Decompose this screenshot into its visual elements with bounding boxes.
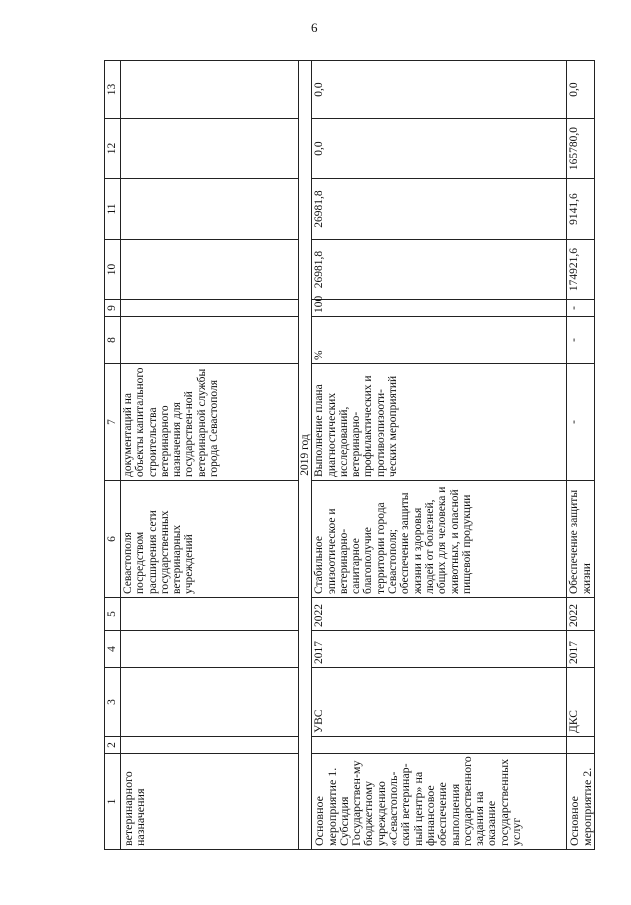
column-number: 4 [105,631,121,668]
start-year-cell: 2017 [567,631,595,668]
total-funding-cell [121,240,299,300]
funding-cell: 0,0 [312,119,567,179]
table-row [121,61,299,850]
column-number: 7 [105,364,121,481]
responsible-cell: УВС [312,668,567,737]
table-row [312,61,567,850]
indicator-cell: документаций на объекты капитального строительства ветеринарного назначения для государствен-ной ветеринарной службы города Севастополя [121,364,299,481]
column-number: 5 [105,598,121,631]
total-funding-cell: 26981,8 [312,240,567,300]
funding-cell [121,179,299,240]
indicator-cell: Выполнение плана диагностических исследований, ветеринарно-профилактических и противоэпизооти-ческих мероприятий [312,364,567,481]
program-table [104,60,595,850]
column-number: 2 [105,737,121,754]
expected-result-cell: Севастополя посредством расширения сети государственных ветеринарных учреждений [121,481,299,598]
indicator-cell: - [567,364,595,481]
column-number: 8 [105,317,121,364]
expected-result-cell: Обеспечение защиты жизни [567,481,595,598]
expected-result-cell: Стабильное эпизоотическое и ветеринарно-санитарное благополучие территории города Севастополя; обеспечение защиты жизни и здоровья людей от болезней, общих для человека и животных, и опасной пищевой продукции [312,481,567,598]
responsible-cell [121,668,299,737]
funding-cell: 165780,0 [567,119,595,179]
unit-cell: - [567,317,595,364]
column-number: 10 [105,240,121,300]
funding-cell [121,119,299,179]
table-cell [567,737,595,754]
rotated-table-container [104,61,609,850]
column-number: 3 [105,668,121,737]
end-year-cell: 2022 [312,598,567,631]
table-cell [312,737,567,754]
column-number: 12 [105,119,121,179]
start-year-cell [121,631,299,668]
column-number-row [105,61,121,850]
unit-cell: % [312,317,567,364]
column-number: 6 [105,481,121,598]
column-number: 9 [105,300,121,317]
funding-cell: 26981,8 [312,179,567,240]
funding-cell: 9141,6 [567,179,595,240]
total-funding-cell: 174921,6 [567,240,595,300]
table-cell [121,737,299,754]
year-row [299,61,312,850]
target-cell [121,300,299,317]
event-name-cell: Основное мероприятие 2. [567,754,595,850]
unit-cell [121,317,299,364]
funding-cell: 0,0 [567,61,595,119]
year-label: 2019 год [299,61,312,850]
event-name-cell: Основное мероприятие 1. Субсидия Государствен-му бюджетному учреждению «Севастополь-ский ветеринар-ный центр» на финансовое обеспечение выполнения государственного задания на оказание государственных услуг [312,754,567,850]
column-number: 13 [105,61,121,119]
column-number: 11 [105,179,121,240]
page-number: 6 [311,20,318,35]
responsible-cell: ДКС [567,668,595,737]
end-year-cell [121,598,299,631]
table-row [567,61,595,850]
target-cell: 100 [312,300,567,317]
funding-cell [121,61,299,119]
start-year-cell: 2017 [312,631,567,668]
column-number: 1 [105,754,121,850]
target-cell: - [567,300,595,317]
event-name-cell: ветеринарного назначения [121,754,299,850]
end-year-cell: 2022 [567,598,595,631]
funding-cell: 0,0 [312,61,567,119]
